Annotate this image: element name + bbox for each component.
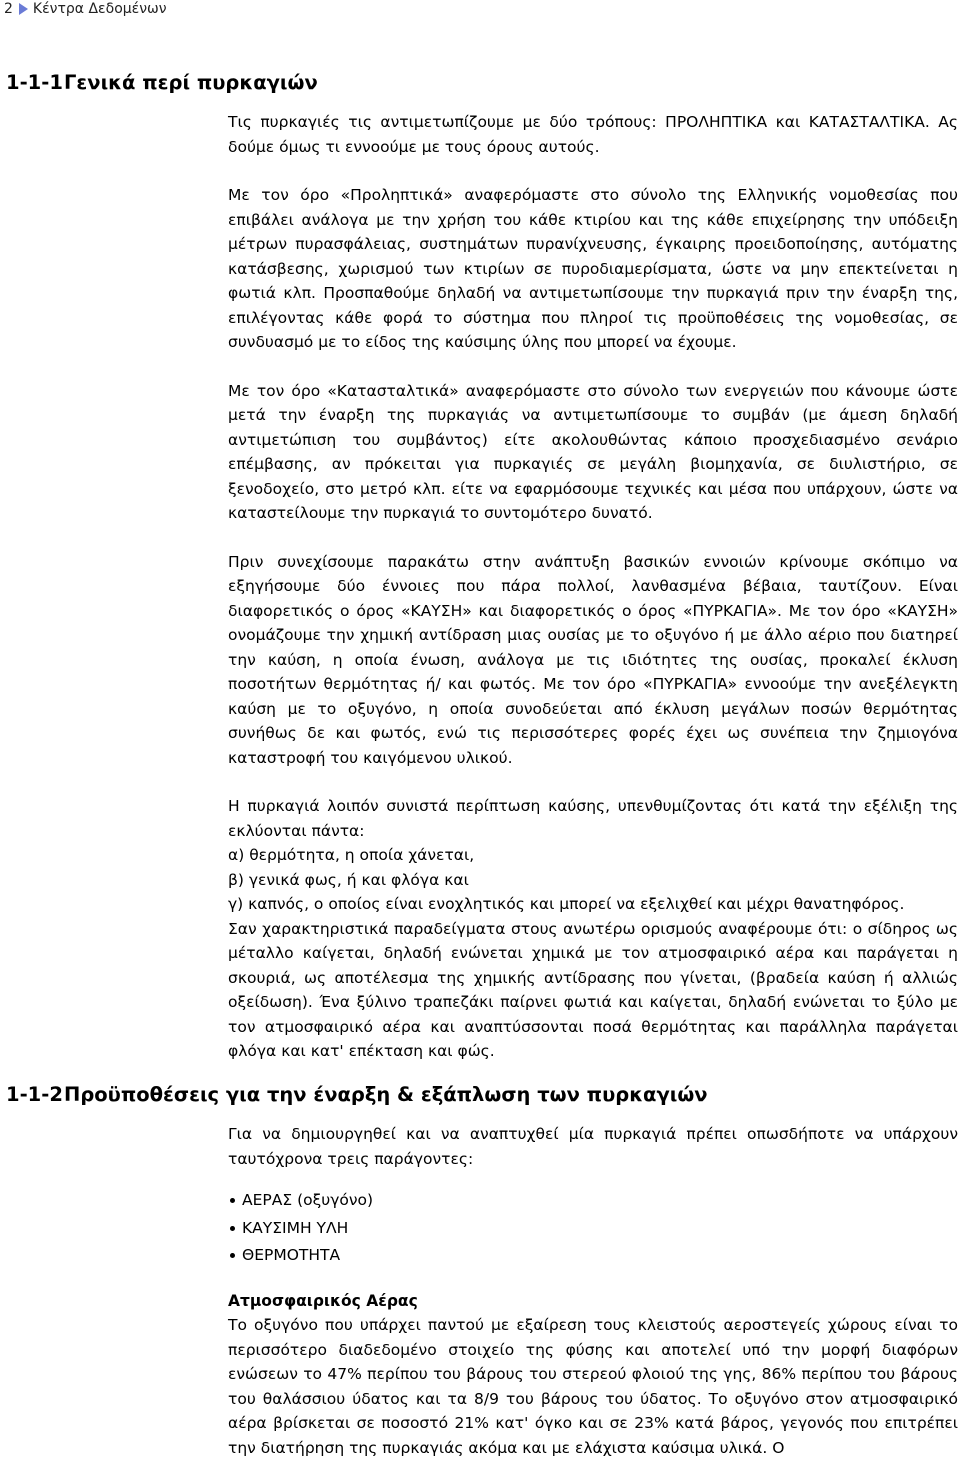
paragraph: Πριν συνεχίσουμε παρακάτω στην ανάπτυξη βασικών εννοιών κρίνουμε σκόπιμο να εξηγήσουμε δύο έννοιες που πάρα πολλοί, λανθασμένα βέβαια, ταυτίζουν. Είναι διαφορετικός ο όρος «ΚΑΥΣΗ» και διαφορετικός ο όρος «ΠΥΡΚΑΓΙΑ». Με τον όρο «ΚΑΥΣΗ» ονομάζουμε την χημική αντίδραση μιας ουσίας με το οξυγόνο ή με άλλο αέριο που διατηρεί την καύση, η οποία ένωση, ανάλογα με τις ιδιότητες της ουσίας, προκαλεί έκλυση ποσοτήτων θερμότητας ή/ και φωτός. Με τον όρο «ΠΥΡΚΑΓΙΑ» εννοούμε την ανεξέλεγκτη καύση με το οξυγόνο, η οποία συνοδεύεται από έκλυση μεγάλων ποσών θερμότητας συνήθως δε και φωτός, ενώ τις περισσότερες φορές έχει ως συνέπεια την ζημιογόνα καταστροφή του καιγόμενου υλικού. <box>228 552 958 767</box>
section-heading-1-1-1 <box>6 71 318 94</box>
list-item-label: ΘΕΡΜΟΤΗΤΑ <box>242 1246 341 1264</box>
section-1-1-2-body <box>228 1122 958 1460</box>
paragraph: Σαν χαρακτηριστικά παραδείγματα στους ανωτέρω ορισμούς αναφέρουμε ότι: ο σίδηρος ως μέταλλο καίγεται, δηλαδή ενώνεται χημικά με τον ατμοσφαιρικό αέρα και παράγεται η σκουριά, ως αποτέλεσμα της χημικής αντίδρασης που γίνεται, (βραδεία καύση ή αλλιώς οξείδωση). Ένα ξύλινο τραπεζάκι παίρνει φωτιά και καίγεται, δηλαδή ενώνεται το ξύλο με τον ατμοσφαιρικό αέρα και αναπτύσσονται ποσά θερμότητας και παράλληλα παράγεται φλόγα και κατ' επέκταση και φώς. <box>228 919 958 1060</box>
paragraph: Για να δημιουργηθεί και να αναπτυχθεί μία πυρκαγιά πρέπει οπωσδήποτε να υπάρχουν ταυτόχρονα τρεις παράγοντες: <box>228 1125 958 1168</box>
list-item <box>228 1242 958 1270</box>
list-item-label: ΚΑΥΣΙΜΗ ΥΛΗ <box>242 1218 349 1237</box>
list-item: α) θερμότητα, η οποία χάνεται, <box>228 846 475 864</box>
list-item <box>228 1215 958 1243</box>
chapter-title: Κέντρα Δεδομένων <box>32 1 167 17</box>
list-item: γ) καπνός, ο οποίος είναι ενοχλητικός και μπορεί να εξελιχθεί και μέχρι θανατηφόρος. <box>228 895 905 913</box>
bullet-icon <box>230 1226 235 1231</box>
subheading: Ατμοσφαιρικός Αέρας <box>228 1291 418 1310</box>
section-number: 1-1-2 <box>6 1083 63 1106</box>
section-title: Γενικά περί πυρκαγιών <box>64 71 318 94</box>
paragraph: Το οξυγόνο που υπάρχει παντού με εξαίρεση τους κλειστούς αεροστεγείς χώρους είναι το περισσότερο διαδεδομένο στοιχείο της φύσης και αποτελεί υπό την μορφή διαφόρων ενώσεων το 47% περίπου του βάρους του στερεού φλοιού της γης, 86% περίπου του βάρους του θαλάσσιου ύδατος και τα 8/9 του βάρους του ύδατος. Το οξυγόνο στον ατμοσφαιρικό αέρα βρίσκεται σε ποσοστό 21% κατ' όγκο και σε 23% κατά βάρος, γεγονός που επιτρέπει την διατήρηση της πυρκαγιάς ακόμα και με ελάχιστα καύσιμα υλικά. Ο <box>228 1316 958 1457</box>
paragraph: Με τον όρο «Κατασταλτικά» αναφερόμαστε στο σύνολο των ενεργειών που κάνουμε ώστε μετά την έναρξη της πυρκαγιάς να αντιμετωπίσουμε το συμβάν (με άμεση δηλαδή αντιμετώπιση του συμβάντος) είτε ακολουθώντας κάποιο προσχεδιασμένο σενάριο επέμβασης, αν πρόκειται για πυρκαγιές σε μεγάλη βιομηχανία, σε διυλιστήριο, σε ξενοδοχείο, στο μετρό κλπ. είτε να εφαρμόσουμε τεχνικές και μέσα που υπάρχουν, ώστε να καταστείλουμε την πυρκαγιά το συντομότερο δυνατό. <box>228 381 958 522</box>
section-title: Προϋποθέσεις για την έναρξη & εξάπλωση των πυρκαγιών <box>64 1083 708 1106</box>
paragraph: Τις πυρκαγιές τις αντιμετωπίζουμε με δύο τρόπους: ΠΡΟΛΗΠΤΙΚΑ και ΚΑΤΑΣΤΑΛΤΙΚΑ. Ας δούμε όμως τι εννοούμε με τους όρους αυτούς. <box>228 113 958 156</box>
factor-list <box>228 1187 958 1270</box>
list-item <box>228 1187 958 1215</box>
triangle-right-icon <box>19 3 28 15</box>
paragraph: Με τον όρο «Προληπτικά» αναφερόμαστε στο σύνολο της Ελληνικής νομοθεσίας που επιβάλει ανάλογα με την χρήση του κάθε κτιρίου και της κάθε επιχείρησης την υπόδειξη μέτρων πυρασφάλειας, συστημάτων πυρανίχνευσης, έγκαιρης προειδοποίησης, αυτόματης κατάσβεσης, χωρισμού των κτιρίων σε πυροδιαμερίσματα, ώστε να μην επεκτείνεται η φωτιά κλπ. Προσπαθούμε δηλαδή να αντιμετωπίσουμε την πυρκαγιά πριν την έναρξη της, επιλέγοντας κάθε φορά το σύστημα που πληροί τις προϋποθέσεις της νομοθεσίας, σε συνδυασμό με το είδος της καύσιμης ύλης που μπορεί να έχουμε. <box>228 186 958 351</box>
list-item: β) γενικά φως, ή και φλόγα και <box>228 870 469 889</box>
bullet-icon <box>230 1198 235 1203</box>
running-header <box>4 0 167 18</box>
section-1-1-1-body <box>228 110 958 1064</box>
bullet-icon <box>230 1253 235 1258</box>
list-item-label: ΑΕΡΑΣ (οξυγόνο) <box>242 1191 374 1209</box>
paragraph: Η πυρκαγιά λοιπόν συνιστά περίπτωση καύσης, υπενθυμίζοντας ότι κατά την εξέλιξη της εκλύονται πάντα: <box>228 797 958 840</box>
section-number: 1-1-1 <box>6 71 63 94</box>
section-heading-1-1-2 <box>6 1083 708 1106</box>
page-number: 2 <box>4 1 13 17</box>
